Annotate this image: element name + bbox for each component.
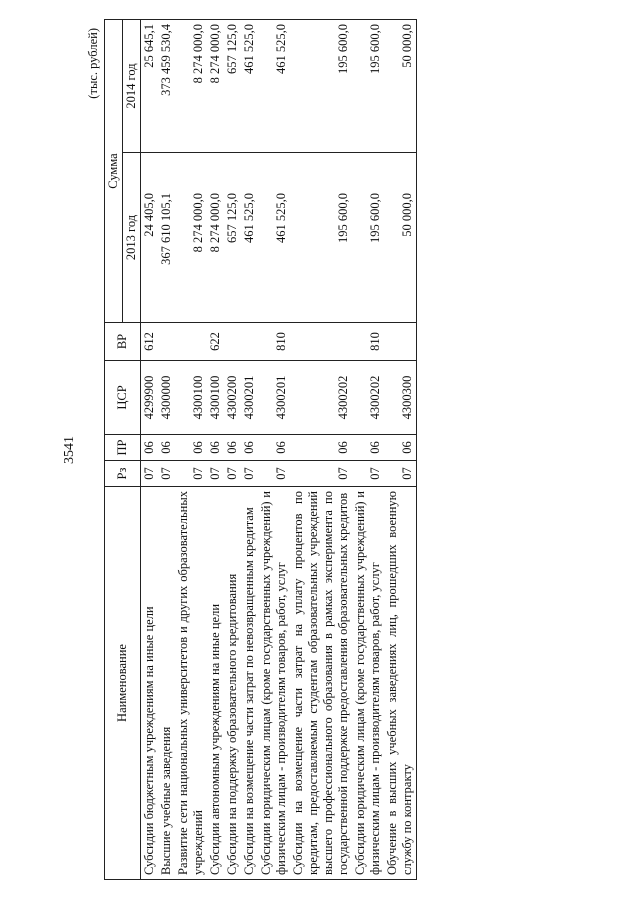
cell-rz: 07 xyxy=(158,461,175,487)
cell-y2014: 461 525,0 xyxy=(241,20,258,153)
cell-y2013: 461 525,0 xyxy=(241,153,258,323)
cell-y2014: 195 600,0 xyxy=(290,20,352,153)
table-row xyxy=(258,20,290,880)
table-row xyxy=(207,20,224,880)
cell-csr: 4300000 xyxy=(158,361,175,435)
table-row xyxy=(175,20,207,880)
cell-pr: 06 xyxy=(224,435,241,461)
header-vr: ВР xyxy=(105,323,141,361)
cell-pr: 06 xyxy=(384,435,417,461)
cell-name: Развитие сети национальных университетов и других образовательных учреждений xyxy=(175,487,207,880)
cell-pr: 06 xyxy=(175,435,207,461)
cell-vr: 810 xyxy=(258,323,290,361)
budget-table xyxy=(104,19,417,880)
header-rz: Рз xyxy=(105,461,141,487)
cell-csr: 4300201 xyxy=(258,361,290,435)
cell-rz: 07 xyxy=(352,461,384,487)
page-number: 3541 xyxy=(62,436,77,464)
cell-name: Субсидии бюджетным учреждениям на иные цели xyxy=(141,487,159,880)
cell-csr: 4300202 xyxy=(352,361,384,435)
cell-csr: 4300100 xyxy=(207,361,224,435)
table-row xyxy=(241,20,258,880)
table-row xyxy=(384,20,417,880)
cell-y2013: 24 405,0 xyxy=(141,153,159,323)
cell-rz: 07 xyxy=(290,461,352,487)
cell-name: Субсидии юридическим лицам (кроме государственных учреждений) и физическим лицам - производителям товаров, работ, услуг xyxy=(258,487,290,880)
cell-vr: 612 xyxy=(141,323,159,361)
document-page xyxy=(20,20,620,880)
cell-y2014: 25 645,1 xyxy=(141,20,159,153)
cell-vr: 810 xyxy=(352,323,384,361)
table-row xyxy=(290,20,352,880)
cell-name: Обучение в высших учебных заведениях лиц, прошедших военную службу по контракту xyxy=(384,487,417,880)
cell-y2014: 8 274 000,0 xyxy=(175,20,207,153)
cell-name: Субсидии на возмещение части затрат на уплату процентов по кредитам, предоставляемым студентам образовательных учреждений высшего профессионального образования в рамках эксперимента по государственной поддержке предоставления образовательных кредитов xyxy=(290,487,352,880)
cell-rz: 07 xyxy=(258,461,290,487)
cell-rz: 07 xyxy=(141,461,159,487)
cell-y2013: 8 274 000,0 xyxy=(175,153,207,323)
cell-y2013: 367 610 105,1 xyxy=(158,153,175,323)
cell-rz: 07 xyxy=(241,461,258,487)
cell-pr: 06 xyxy=(241,435,258,461)
cell-vr: 622 xyxy=(207,323,224,361)
cell-y2013: 461 525,0 xyxy=(258,153,290,323)
cell-pr: 06 xyxy=(158,435,175,461)
cell-vr xyxy=(241,323,258,361)
cell-vr xyxy=(224,323,241,361)
cell-pr: 06 xyxy=(207,435,224,461)
header-csr: ЦСР xyxy=(105,361,141,435)
cell-y2014: 461 525,0 xyxy=(258,20,290,153)
cell-name: Субсидии юридическим лицам (кроме государственных учреждений) и физическим лицам - производителям товаров, работ, услуг xyxy=(352,487,384,880)
cell-vr xyxy=(384,323,417,361)
cell-csr: 4300100 xyxy=(175,361,207,435)
cell-csr: 4300200 xyxy=(224,361,241,435)
header-year-2014: 2014 год xyxy=(123,20,141,153)
cell-y2014: 373 459 530,4 xyxy=(158,20,175,153)
cell-name: Субсидии автономным учреждениям на иные цели xyxy=(207,487,224,880)
cell-rz: 07 xyxy=(384,461,417,487)
table-row xyxy=(141,20,159,880)
header-sum: Сумма xyxy=(105,20,123,323)
cell-y2013: 657 125,0 xyxy=(224,153,241,323)
header-year-2013: 2013 год xyxy=(123,153,141,323)
cell-csr: 4300202 xyxy=(290,361,352,435)
cell-y2013: 195 600,0 xyxy=(352,153,384,323)
cell-pr: 06 xyxy=(258,435,290,461)
cell-pr: 06 xyxy=(290,435,352,461)
cell-name: Субсидии на возмещение части затрат по невозвращенным кредитам xyxy=(241,487,258,880)
cell-rz: 07 xyxy=(175,461,207,487)
table-row xyxy=(158,20,175,880)
cell-csr: 4300300 xyxy=(384,361,417,435)
cell-pr: 06 xyxy=(141,435,159,461)
cell-vr xyxy=(290,323,352,361)
cell-name: Субсидии на поддержку образовательного кредитования xyxy=(224,487,241,880)
cell-y2014: 657 125,0 xyxy=(224,20,241,153)
cell-y2013: 195 600,0 xyxy=(290,153,352,323)
cell-name: Высшие учебные заведения xyxy=(158,487,175,880)
header-name: Наименование xyxy=(105,487,141,880)
table-row xyxy=(224,20,241,880)
cell-vr xyxy=(175,323,207,361)
cell-vr xyxy=(158,323,175,361)
cell-y2014: 50 000,0 xyxy=(384,20,417,153)
cell-y2013: 50 000,0 xyxy=(384,153,417,323)
cell-rz: 07 xyxy=(207,461,224,487)
header-pr: ПР xyxy=(105,435,141,461)
table-row xyxy=(352,20,384,880)
cell-csr: 4300201 xyxy=(241,361,258,435)
cell-y2014: 195 600,0 xyxy=(352,20,384,153)
cell-pr: 06 xyxy=(352,435,384,461)
units-label: (тыс. рублей) xyxy=(86,28,100,99)
cell-rz: 07 xyxy=(224,461,241,487)
cell-y2013: 8 274 000,0 xyxy=(207,153,224,323)
cell-csr: 4299900 xyxy=(141,361,159,435)
cell-y2014: 8 274 000,0 xyxy=(207,20,224,153)
